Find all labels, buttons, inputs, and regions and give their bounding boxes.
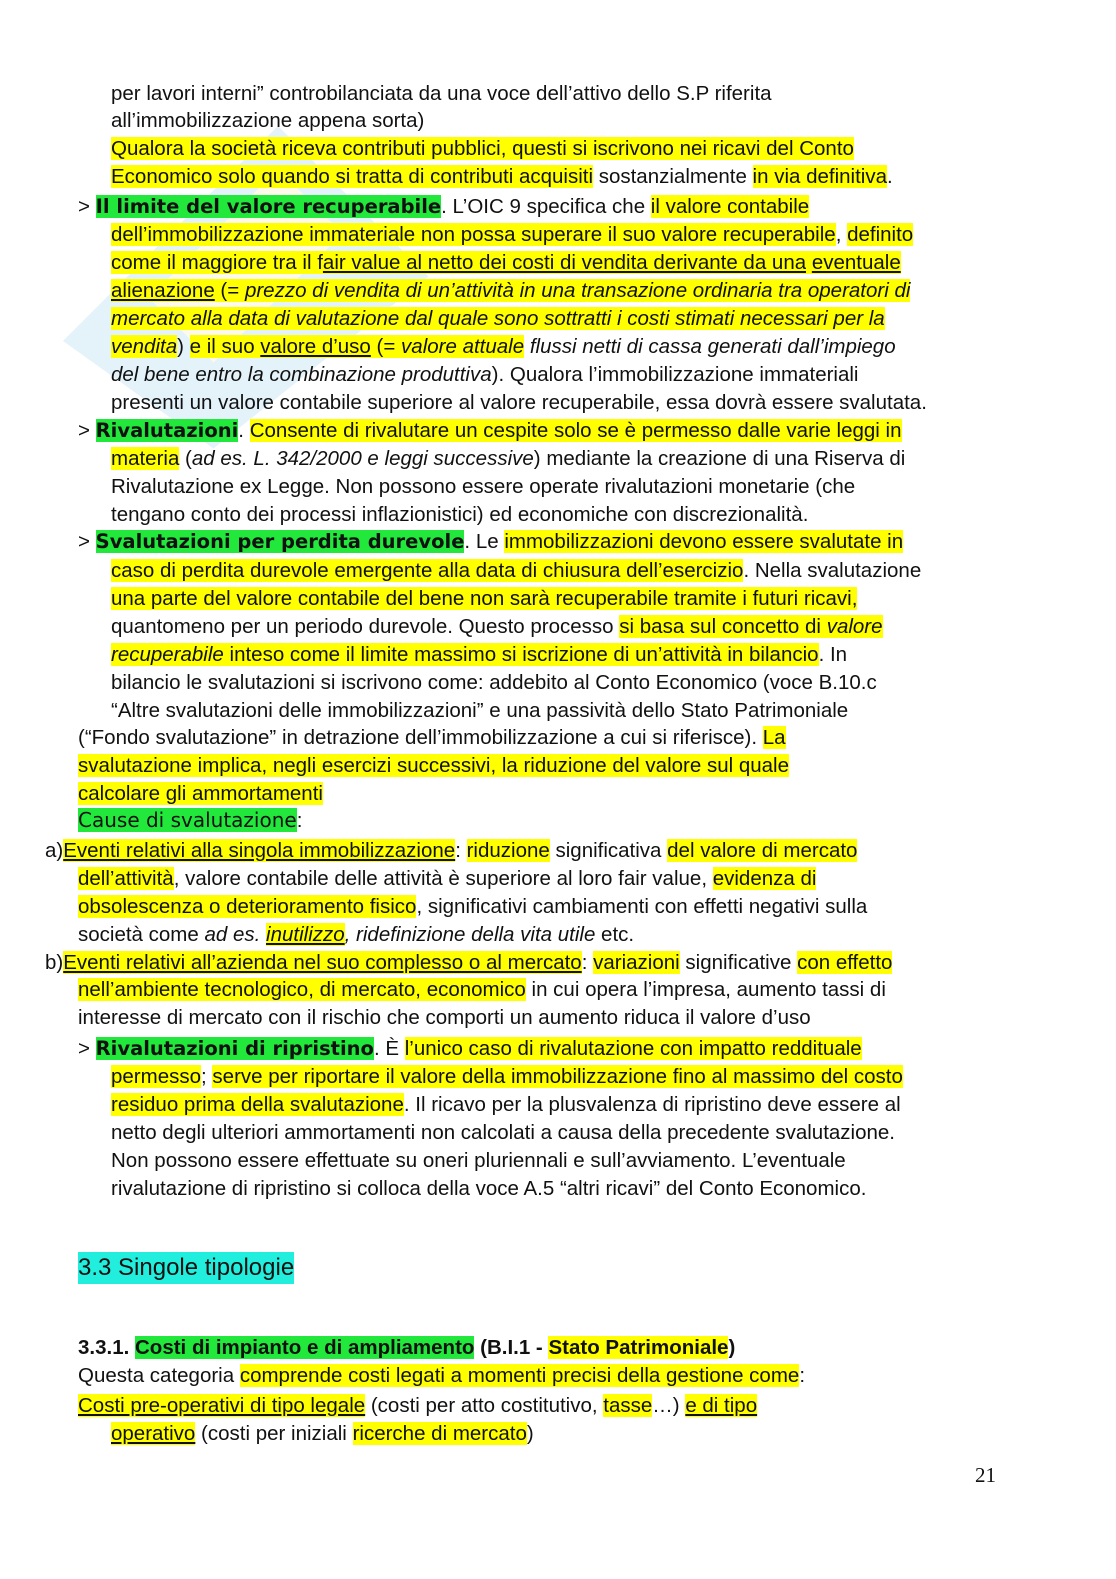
text-line — [111, 473, 855, 500]
text-segment: una parte del valore contabile del bene non sarà recuperabile tramite i futuri ricavi, — [111, 587, 858, 610]
text-segment: flussi netti di cassa generati dall’impiego — [524, 335, 896, 358]
text-segment: tasse — [603, 1394, 653, 1417]
text-segment: , significativi cambiamenti con effetti negativi sulla — [416, 895, 868, 918]
text-segment: : — [799, 1364, 806, 1387]
text-segment: . L’OIC 9 specifica che — [441, 195, 651, 218]
text-line — [111, 249, 901, 276]
text-segment: alienazione — [111, 279, 215, 302]
text-line — [78, 1362, 805, 1389]
text-segment: ricerche di mercato — [352, 1422, 527, 1445]
text-segment: (= — [370, 335, 402, 358]
text-segment: ) — [728, 1336, 736, 1359]
text-segment: ) — [526, 1422, 534, 1445]
text-segment: Rivalutazione ex Legge. Non possono essere operate rivalutazioni monetarie (che — [111, 475, 856, 498]
text-segment: caso di perdita durevole emergente alla data di chiusura dell’esercizio — [111, 559, 744, 582]
text-line — [111, 613, 883, 640]
text-segment: obsolescenza o deterioramento fisico — [78, 895, 417, 918]
text-segment: . — [238, 419, 250, 442]
text-segment: ). Qualora l’immobilizzazione immateriali — [491, 363, 859, 386]
text-line — [111, 361, 858, 388]
text-segment: > — [78, 1037, 96, 1060]
text-segment: nell’ambiente tecnologico, di mercato, economico — [78, 978, 526, 1001]
text-segment: significative — [679, 951, 798, 974]
text-line — [111, 445, 905, 472]
text-line — [78, 807, 302, 834]
text-segment: air value al netto dei costi di vendita derivante da una — [322, 251, 807, 274]
text-line — [111, 277, 910, 304]
text-line — [78, 1035, 862, 1062]
text-line — [78, 921, 634, 948]
text-segment — [806, 251, 812, 274]
text-line — [111, 585, 857, 612]
text-line — [111, 557, 921, 584]
text-segment: 3.3.1. — [78, 1336, 135, 1359]
text-segment: Eventi relativi all’azienda nel suo complesso o al mercato — [63, 951, 582, 974]
text-line — [111, 697, 848, 724]
text-line — [111, 221, 913, 248]
text-segment: Svalutazioni per perdita durevole — [95, 530, 465, 553]
text-line — [78, 976, 886, 1003]
text-segment: ; — [201, 1065, 213, 1088]
text-segment: Economico solo quando si tratta di contributi acquisiti — [111, 165, 594, 188]
text-segment: Consente di rivalutare un cespite solo se è permesso dalle varie leggi in — [249, 419, 902, 442]
text-line — [111, 305, 885, 332]
text-segment: definito — [847, 223, 914, 246]
text-segment: , ridefinizione della vita utile — [344, 923, 596, 946]
text-segment: ) mediante la creazione di una Riserva di — [533, 447, 906, 470]
text-segment: . È — [373, 1037, 405, 1060]
text-segment: Non possono essere effettuate su oneri pluriennali e sull’avviamento. L’eventuale — [111, 1149, 846, 1172]
text-segment: “Altre svalutazioni delle immobilizzazioni” e una passività dello Stato Patrimoniale — [111, 699, 849, 722]
text-segment: calcolare gli ammortamenti — [78, 782, 323, 805]
text-segment: significativa — [549, 839, 668, 862]
text-segment: residuo prima della svalutazione — [111, 1093, 404, 1116]
text-line — [111, 135, 854, 162]
text-segment: dell’immobilizzazione immateriale non possa superare il suo valore recuperabile — [111, 223, 836, 246]
text-segment: Stato Patrimoniale — [548, 1336, 729, 1359]
text-segment: permesso — [111, 1065, 202, 1088]
text-segment: si basa sul concetto di — [619, 615, 827, 638]
text-line — [111, 1147, 846, 1174]
text-segment: . — [887, 165, 893, 188]
text-line — [111, 163, 893, 190]
text-segment: bilancio le svalutazioni si iscrivono come: addebito al Conto Economico (voce B.10.c — [111, 671, 877, 694]
text-segment: materia — [111, 447, 180, 470]
text-segment: > — [78, 530, 96, 553]
text-line — [45, 949, 892, 976]
text-segment: vendita — [111, 335, 178, 358]
text-segment: rivalutazione di ripristino si colloca della voce A.5 “altri ricavi” del Conto Economico. — [111, 1177, 867, 1200]
text-segment: evidenza di — [712, 867, 817, 890]
text-segment: del valore di mercato — [667, 839, 858, 862]
text-segment: presenti un valore contabile superiore al valore recuperabile, essa dovrà essere svalutata. — [111, 391, 927, 414]
text-segment: prezzo di vendita di un’attività in una transazione ordinaria tra operatori di — [244, 279, 911, 302]
text-line — [111, 1091, 901, 1118]
text-segment: operativo — [111, 1422, 196, 1445]
text-segment: (costi per atto costitutivo, — [365, 1394, 604, 1417]
text-segment: eventuale — [811, 251, 901, 274]
text-segment: b) — [45, 951, 64, 974]
text-line — [45, 837, 857, 864]
text-segment: Cause di svalutazione — [78, 808, 297, 832]
text-segment: l’unico caso di rivalutazione con impatto reddituale — [404, 1037, 862, 1060]
text-segment: inutilizzo — [266, 923, 345, 946]
text-segment: recuperabile — [111, 643, 224, 666]
text-segment: (costi per iniziali — [195, 1422, 353, 1445]
text-line — [78, 752, 789, 779]
text-line — [78, 780, 323, 807]
text-segment: Costi di impianto e di ampliamento — [135, 1336, 475, 1359]
text-segment: inteso come il limite massimo si iscrizione di un’attività in bilancio — [223, 643, 819, 666]
text-segment: comprende costi legati a momenti precisi della gestione come — [239, 1364, 800, 1387]
text-segment: ad es. L. 342/2000 e leggi successive — [191, 447, 534, 470]
text-line — [111, 669, 877, 696]
text-segment: il valore contabile — [650, 195, 810, 218]
text-line — [111, 333, 896, 360]
text-segment: …) — [652, 1394, 686, 1417]
section-heading: 3.3 Singole tipologie — [78, 1252, 294, 1284]
text-segment: Costi pre-operativi di tipo legale — [78, 1394, 366, 1417]
text-line — [111, 80, 772, 107]
text-segment: Rivalutazioni — [95, 419, 239, 442]
text-segment: La — [762, 726, 786, 749]
text-line — [78, 193, 809, 220]
text-segment: . Le — [464, 530, 505, 553]
text-segment: a) — [45, 839, 64, 862]
text-segment: (B.I.1 - — [474, 1336, 549, 1359]
text-segment: : — [455, 839, 467, 862]
text-segment: tengano conto dei processi inflazionistici) ed economiche con discrezionalità. — [111, 503, 809, 526]
text-segment: Il limite del valore recuperabile — [95, 195, 442, 218]
text-segment: quantomeno per un periodo durevole. Questo processo — [111, 615, 620, 638]
text-segment: interesse di mercato con il rischio che comporti un aumento riduca il valore d’uso — [78, 1006, 811, 1029]
text-segment: del bene entro la combinazione produttiva — [111, 363, 492, 386]
text-line — [78, 865, 816, 892]
text-segment: Questa categoria — [78, 1364, 240, 1387]
text-line — [111, 501, 808, 528]
text-segment: (= — [214, 279, 245, 302]
text-segment: , valore contabile delle attività è superiore al loro fair value, — [173, 867, 713, 890]
text-segment: . Nella svalutazione — [743, 559, 922, 582]
text-segment: valore attuale — [401, 335, 525, 358]
text-segment: : — [296, 809, 303, 832]
text-segment: serve per riportare il valore della immobilizzazione fino al massimo del costo — [212, 1065, 903, 1088]
text-segment: , — [835, 223, 848, 246]
text-line — [111, 1119, 895, 1146]
text-segment: all’immobilizzazione appena sorta) — [111, 109, 425, 132]
text-line — [78, 1334, 735, 1361]
text-line — [78, 417, 902, 444]
text-segment: sostanzialmente — [593, 165, 753, 188]
text-segment: Rivalutazioni di ripristino — [95, 1037, 374, 1060]
text-segment: ad es. — [204, 923, 267, 946]
text-segment: e di tipo — [685, 1394, 758, 1417]
text-segment: Eventi relativi alla singola immobilizzazione — [63, 839, 456, 862]
text-line — [111, 107, 424, 134]
text-segment: riduzione — [466, 839, 550, 862]
text-segment: per lavori interni” controbilanciata da una voce dell’attivo dello S.P riferita — [111, 82, 772, 105]
text-segment: netto degli ulteriori ammortamenti non calcolati a causa della precedente svalutazione. — [111, 1121, 896, 1144]
text-line — [111, 389, 927, 416]
text-line — [111, 1175, 866, 1202]
text-line — [78, 724, 786, 751]
text-segment: in cui opera l’impresa, aumento tassi di — [525, 978, 886, 1001]
text-segment: come il maggiore tra il f — [111, 251, 323, 274]
text-segment: : — [581, 951, 594, 974]
text-line — [78, 1392, 757, 1419]
text-line — [111, 1420, 534, 1447]
text-segment: svalutazione implica, negli esercizi successivi, la riduzione del valore sul quale — [78, 754, 790, 777]
text-segment: variazioni — [593, 951, 680, 974]
text-line — [111, 1063, 903, 1090]
text-line — [78, 528, 903, 555]
text-segment: mercato alla data di valutazione dal quale sono sottratti i costi stimati necessari per la — [111, 307, 885, 330]
text-segment: . Il ricavo per la plusvalenza di ripristino deve essere al — [403, 1093, 901, 1116]
text-segment: e il suo — [189, 335, 261, 358]
text-line — [78, 1004, 811, 1031]
text-segment: ) — [177, 335, 190, 358]
text-segment: etc. — [595, 923, 635, 946]
page-number: 21 — [975, 1463, 996, 1487]
text-segment: valore — [826, 615, 883, 638]
text-segment: valore d’uso — [260, 335, 371, 358]
text-segment: in via definitiva — [752, 165, 888, 188]
text-segment: > — [78, 419, 96, 442]
text-segment: . In — [818, 643, 848, 666]
text-line — [78, 893, 867, 920]
text-segment: Qualora la società riceva contributi pubblici, questi si iscrivono nei ricavi del Conto — [111, 137, 854, 160]
text-segment: con effetto — [797, 951, 893, 974]
text-line — [111, 641, 847, 668]
text-segment: > — [78, 195, 96, 218]
text-segment: società come — [78, 923, 205, 946]
text-segment: dell’attività — [78, 867, 174, 890]
text-segment: (“Fondo svalutazione” in detrazione dell’immobilizzazione a cui si riferisce). — [78, 726, 763, 749]
text-segment: immobilizzazioni devono essere svalutate in — [504, 530, 904, 553]
text-segment: ( — [179, 447, 192, 470]
